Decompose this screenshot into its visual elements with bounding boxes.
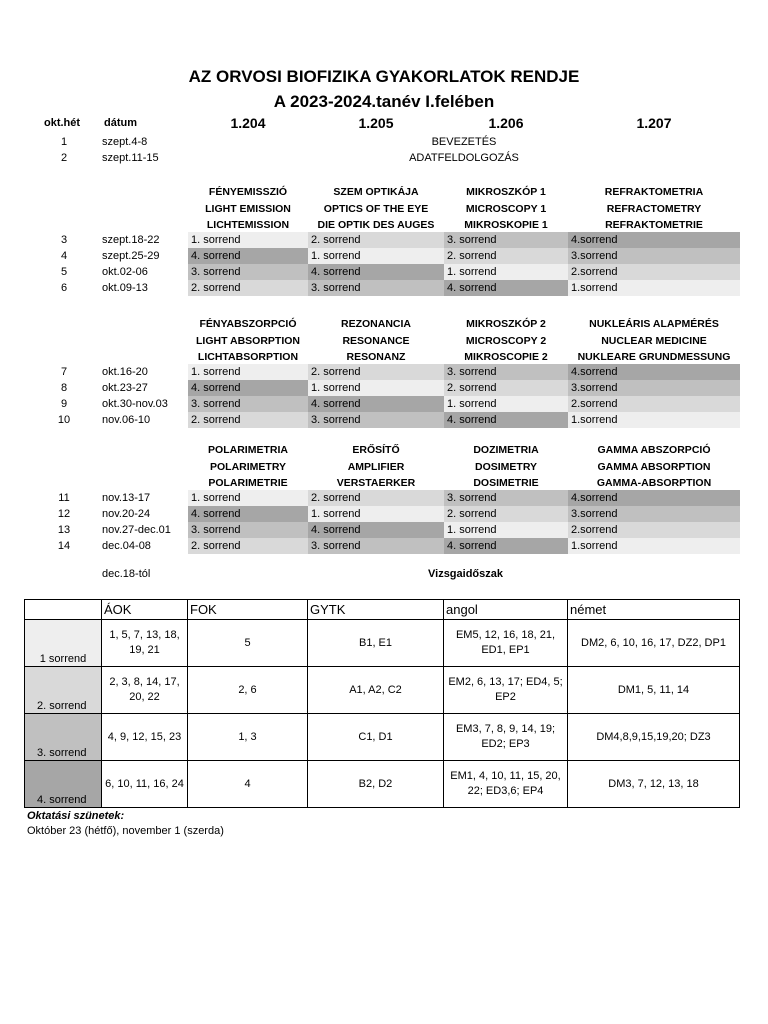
date-header: dátum [104, 117, 137, 129]
legend-nemet: DM4,8,9,15,19,20; DZ3 [568, 714, 740, 761]
legend-header-row [25, 600, 740, 620]
subject-title: LIGHT EMISSION [205, 202, 291, 215]
sorrend-cell: 2. sorrend [444, 248, 568, 264]
week-header: okt.hét [44, 117, 81, 129]
legend-header: német [568, 600, 740, 620]
legend-header: ÁOK [102, 600, 188, 620]
schedule-row [0, 538, 768, 554]
sorrend-cell: 4. sorrend [444, 538, 568, 554]
week-date: okt.23-27 [102, 382, 148, 394]
legend-sorrend-label: 4. sorrend [25, 761, 102, 808]
intro-topic: BEVEZETÉS [431, 136, 497, 148]
subject-title: MIKROSZKÓP 1 [466, 186, 546, 198]
week-date: okt.30-nov.03 [102, 398, 168, 410]
week-number: 4 [60, 250, 68, 262]
subject-title: NUKLEARE GRUNDMESSUNG [577, 351, 731, 363]
sorrend-cell: 1.sorrend [568, 538, 740, 554]
page-title: AZ ORVOSI BIOFIZIKA GYAKORLATOK RENDJE [188, 67, 580, 86]
schedule-row [0, 506, 768, 522]
legend-fok: 1, 3 [188, 714, 308, 761]
schedule-row [0, 522, 768, 538]
week-number: 7 [60, 366, 68, 378]
sorrend-cell: 3.sorrend [568, 380, 740, 396]
sorrend-cell: 4.sorrend [568, 490, 740, 506]
week-date: szept.25-29 [102, 250, 160, 262]
legend-gytk: B2, D2 [308, 761, 444, 808]
sorrend-cell: 1. sorrend [188, 232, 308, 248]
legend-header: FOK [188, 600, 308, 620]
week-date: nov.06-10 [102, 414, 151, 426]
subject-title: LICHTEMISSION [206, 219, 290, 231]
sorrend-cell: 2.sorrend [568, 264, 740, 280]
subject-title: GAMMA-ABSORPTION [596, 477, 712, 489]
sorrend-cell: 4.sorrend [568, 364, 740, 380]
legend-aok: 6, 10, 11, 16, 24 [102, 761, 188, 808]
room-header: 1.207 [636, 115, 672, 131]
page-subtitle: A 2023-2024.tanév I.felében [273, 92, 495, 111]
week-number: 6 [60, 282, 68, 294]
sorrend-cell: 1. sorrend [444, 522, 568, 538]
sorrend-cell: 2. sorrend [444, 506, 568, 522]
legend-sorrend-label: 2. sorrend [25, 667, 102, 714]
subject-title: NUKLEÁRIS ALAPMÉRÉS [589, 318, 719, 330]
legend-aok: 4, 9, 12, 15, 23 [102, 714, 188, 761]
legend-row [25, 620, 740, 667]
subject-title: OPTICS OF THE EYE [323, 202, 429, 215]
sorrend-cell: 4. sorrend [308, 396, 444, 412]
sorrend-cell: 1.sorrend [568, 412, 740, 428]
legend-angol: EM5, 12, 16, 18, 21, ED1, EP1 [444, 620, 568, 667]
subject-title: REFRAKTOMETRIA [604, 186, 704, 198]
schedule-row [0, 396, 768, 412]
subject-title: GAMMA ABSZORPCIÓ [597, 444, 711, 456]
week-number: 12 [57, 508, 71, 520]
intro-row [0, 134, 768, 150]
sorrend-cell: 3. sorrend [308, 412, 444, 428]
sorrend-cell: 2. sorrend [308, 364, 444, 380]
legend-fok: 5 [188, 620, 308, 667]
sorrend-cell: 2. sorrend [308, 490, 444, 506]
subject-title: POLARIMETRIA [208, 444, 288, 456]
week-number: 10 [57, 414, 71, 426]
sorrend-cell: 4. sorrend [188, 506, 308, 522]
legend-row [25, 714, 740, 761]
subject-title: AMPLIFIER [347, 460, 405, 473]
sorrend-cell: 1. sorrend [188, 364, 308, 380]
subject-title: MIKROSCOPIE 2 [464, 351, 548, 363]
legend-nemet: DM1, 5, 11, 14 [568, 667, 740, 714]
week-number: 3 [60, 234, 68, 246]
week-date: okt.16-20 [102, 366, 148, 378]
schedule-row [0, 412, 768, 428]
subject-title: NUCLEAR MEDICINE [601, 334, 707, 347]
week-number: 14 [57, 540, 71, 552]
sorrend-cell: 2. sorrend [308, 232, 444, 248]
sorrend-cell: 3. sorrend [188, 396, 308, 412]
exam-date: dec.18-tól [102, 568, 151, 580]
legend-gytk: A1, A2, C2 [308, 667, 444, 714]
week-number: 8 [60, 382, 68, 394]
sorrend-cell: 1. sorrend [308, 248, 444, 264]
subject-title: RESONANCE [342, 334, 410, 347]
schedule-row [0, 280, 768, 296]
week-date: okt.09-13 [102, 282, 148, 294]
subject-title: REFRACTOMETRY [606, 202, 702, 215]
legend-gytk: B1, E1 [308, 620, 444, 667]
legend-header [25, 600, 102, 620]
subject-title: REZONANCIA [341, 318, 411, 330]
subject-title: MIKROSZKÓP 2 [466, 318, 546, 330]
week-date: nov.13-17 [102, 492, 151, 504]
sorrend-cell: 4. sorrend [444, 280, 568, 296]
subject-title: VERSTAERKER [336, 477, 416, 489]
legend-nemet: DM2, 6, 10, 16, 17, DZ2, DP1 [568, 620, 740, 667]
subject-title: MICROSCOPY 2 [465, 334, 547, 347]
sorrend-cell: 1. sorrend [308, 506, 444, 522]
legend-row [25, 761, 740, 808]
sorrend-cell: 3. sorrend [188, 264, 308, 280]
week-date: szept.18-22 [102, 234, 160, 246]
week-number: 11 [58, 492, 70, 504]
subject-title: ERŐSÍTŐ [352, 444, 400, 456]
sorrend-cell: 2. sorrend [188, 280, 308, 296]
legend-aok: 2, 3, 8, 14, 17, 20, 22 [102, 667, 188, 714]
legend-row [25, 667, 740, 714]
sorrend-cell: 2.sorrend [568, 396, 740, 412]
sorrend-cell: 1.sorrend [568, 280, 740, 296]
sorrend-legend-table [24, 599, 740, 808]
subject-title: SZEM OPTIKÁJA [333, 186, 419, 198]
sorrend-cell: 3. sorrend [444, 490, 568, 506]
week-number: 13 [57, 524, 71, 536]
legend-angol: EM2, 6, 13, 17; ED4, 5; EP2 [444, 667, 568, 714]
subject-title: LICHTABSORPTION [197, 351, 299, 363]
week-date: okt.02-06 [102, 266, 148, 278]
subject-title: FÉNYABSZORPCIÓ [199, 318, 297, 330]
legend-header: GYTK [308, 600, 444, 620]
subject-title: MIKROSKOPIE 1 [464, 219, 548, 231]
subject-title: LIGHT ABSORPTION [195, 334, 301, 347]
sorrend-cell: 4.sorrend [568, 232, 740, 248]
exam-label: Vizsgaidőszak [428, 568, 503, 580]
week-date: dec.04-08 [102, 540, 151, 552]
week-number: 1 [60, 136, 68, 148]
breaks-text: Október 23 (hétfő), november 1 (szerda) [27, 825, 224, 837]
subject-title: GAMMA ABSORPTION [597, 460, 711, 473]
subject-title: POLARIMETRY [209, 460, 287, 473]
week-date: nov.27-dec.01 [102, 524, 171, 536]
sorrend-cell: 3. sorrend [308, 538, 444, 554]
schedule-row [0, 490, 768, 506]
legend-angol: EM3, 7, 8, 9, 14, 19; ED2; EP3 [444, 714, 568, 761]
subject-title: DOZIMETRIA [473, 444, 539, 456]
week-number: 9 [60, 398, 68, 410]
sorrend-cell: 4. sorrend [444, 412, 568, 428]
schedule-row [0, 248, 768, 264]
schedule-row [0, 232, 768, 248]
schedule-row [0, 380, 768, 396]
sorrend-cell: 1. sorrend [444, 396, 568, 412]
sorrend-cell: 1. sorrend [308, 380, 444, 396]
legend-angol: EM1, 4, 10, 11, 15, 20, 22; ED3,6; EP4 [444, 761, 568, 808]
legend-sorrend-label: 3. sorrend [25, 714, 102, 761]
intro-topic: ADATFELDOLGOZÁS [409, 152, 519, 164]
sorrend-cell: 2.sorrend [568, 522, 740, 538]
sorrend-cell: 3. sorrend [444, 232, 568, 248]
subject-title: DOSIMETRIE [473, 477, 539, 489]
sorrend-cell: 4. sorrend [188, 380, 308, 396]
sorrend-cell: 3.sorrend [568, 506, 740, 522]
sorrend-cell: 1. sorrend [444, 264, 568, 280]
sorrend-cell: 3.sorrend [568, 248, 740, 264]
schedule-row [0, 264, 768, 280]
subject-title: RESONANZ [346, 351, 406, 363]
breaks-heading: Oktatási szünetek: [27, 810, 125, 822]
subject-title: POLARIMETRIE [208, 477, 288, 489]
sorrend-cell: 3. sorrend [444, 364, 568, 380]
room-header: 1.206 [488, 115, 524, 131]
legend-gytk: C1, D1 [308, 714, 444, 761]
week-date: szept.4-8 [102, 136, 148, 148]
intro-row [0, 150, 768, 166]
week-number: 5 [60, 266, 68, 278]
sorrend-cell: 3. sorrend [188, 522, 308, 538]
week-number: 2 [60, 152, 68, 164]
sorrend-cell: 3. sorrend [308, 280, 444, 296]
sorrend-cell: 4. sorrend [308, 264, 444, 280]
week-date: nov.20-24 [102, 508, 151, 520]
room-header: 1.205 [358, 115, 394, 131]
room-header: 1.204 [230, 115, 266, 131]
sorrend-cell: 2. sorrend [444, 380, 568, 396]
legend-sorrend-label: 1 sorrend [25, 620, 102, 667]
sorrend-cell: 4. sorrend [308, 522, 444, 538]
legend-aok: 1, 5, 7, 13, 18, 19, 21 [102, 620, 188, 667]
sorrend-cell: 2. sorrend [188, 538, 308, 554]
schedule-row [0, 364, 768, 380]
legend-nemet: DM3, 7, 12, 13, 18 [568, 761, 740, 808]
subject-title: FÉNYEMISSZIÓ [208, 186, 288, 198]
sorrend-cell: 2. sorrend [188, 412, 308, 428]
legend-fok: 4 [188, 761, 308, 808]
subject-title: MICROSCOPY 1 [465, 202, 547, 215]
subject-title: DIE OPTIK DES AUGES [317, 219, 435, 231]
subject-title: REFRAKTOMETRIE [605, 219, 703, 231]
legend-fok: 2, 6 [188, 667, 308, 714]
sorrend-cell: 4. sorrend [188, 248, 308, 264]
week-date: szept.11-15 [102, 152, 159, 164]
subject-title: DOSIMETRY [474, 460, 538, 473]
sorrend-cell: 1. sorrend [188, 490, 308, 506]
legend-header: angol [444, 600, 568, 620]
